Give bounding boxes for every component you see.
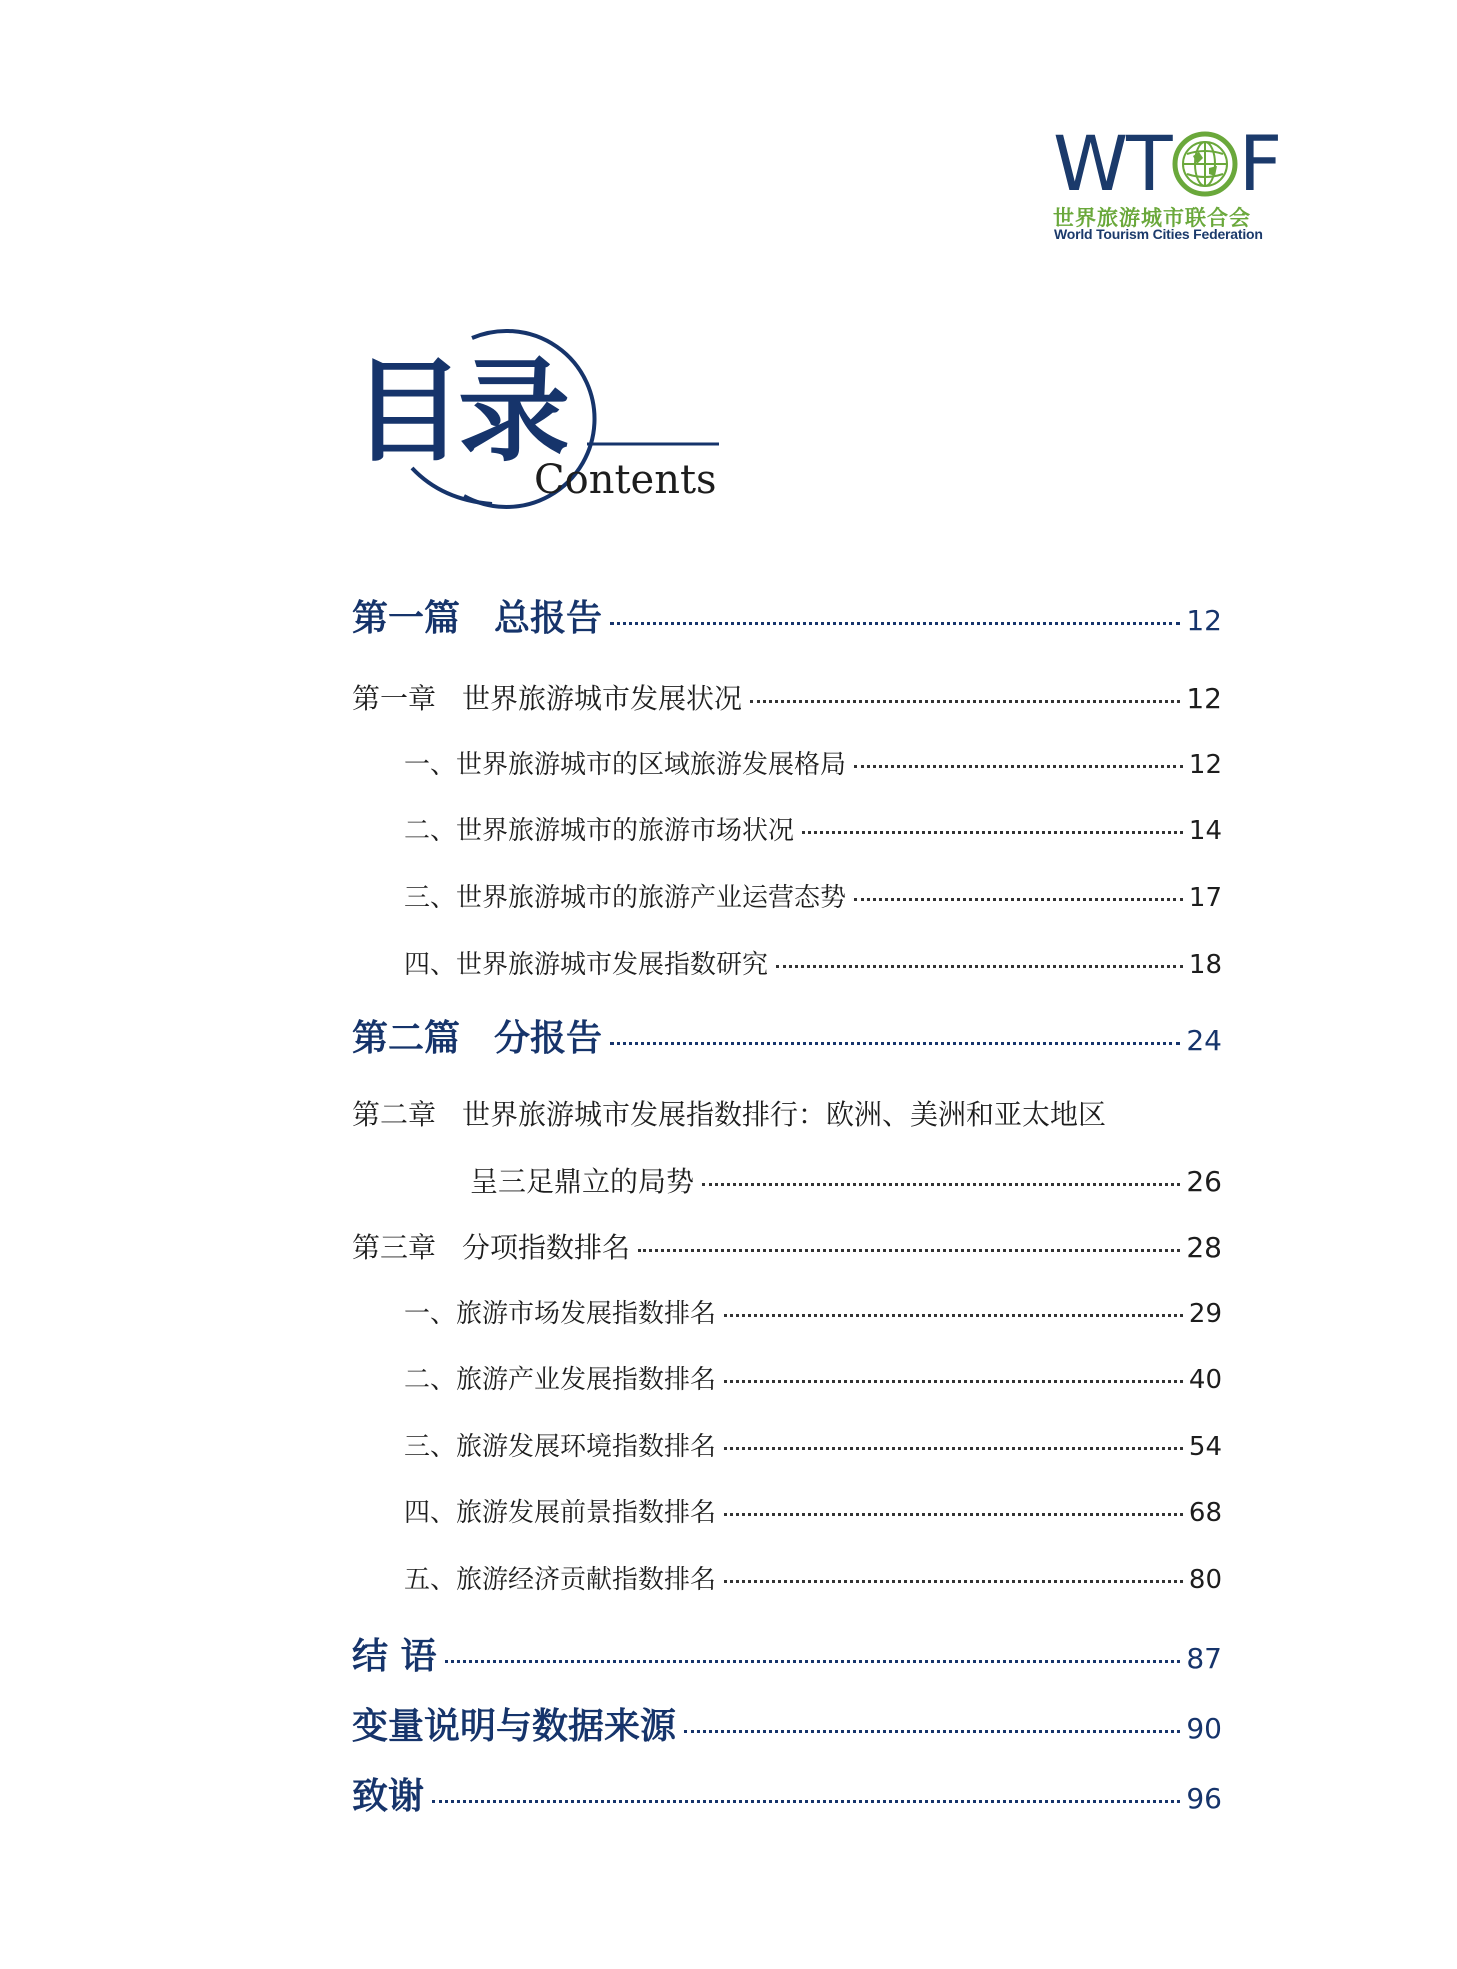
dot-leader [724,1580,1183,1583]
toc-section-title: 三、旅游发展环境指数排名 [404,1432,717,1462]
toc-chapter-title: 分项指数排名 [462,1231,631,1264]
toc-section-1-1[interactable] [404,744,1222,781]
dot-leader [854,765,1183,768]
toc-page-number: 17 [1188,883,1222,913]
toc-section-title: 二、世界旅游城市的旅游市场状况 [404,816,795,846]
toc-page-number: 96 [1186,1782,1222,1815]
toc-page-number: 12 [1186,604,1222,637]
toc-section-3-1[interactable] [404,1293,1222,1330]
toc-part-1[interactable] [352,590,1222,641]
dot-leader [776,965,1183,968]
toc-page-number: 26 [1186,1165,1222,1198]
toc-page-number: 14 [1188,816,1222,846]
toc-section-title: 一、旅游市场发展指数排名 [404,1299,717,1329]
dot-leader [724,1314,1183,1317]
toc-page-number: 80 [1188,1565,1222,1595]
toc-chapter-title-continued: 呈三足鼎立的局势 [470,1165,695,1198]
dot-leader [684,1730,1180,1733]
toc-section-1-2[interactable] [404,810,1222,847]
toc-page-number: 87 [1186,1642,1222,1675]
toc-part-title: 变量说明与数据来源 [352,1706,677,1747]
toc-section-3-3[interactable] [404,1426,1222,1463]
dot-leader [724,1447,1183,1450]
logo-cn-name: 世界旅游城市联合会 [1053,206,1251,230]
dot-leader [445,1660,1181,1663]
toc-thanks[interactable] [352,1768,1222,1819]
toc-chapter-label: 第三章 [352,1231,437,1264]
toc-section-3-2[interactable] [404,1359,1222,1396]
dot-leader [802,831,1183,834]
toc-section-3-5[interactable] [404,1559,1222,1596]
toc-section-title: 四、旅游发展前景指数排名 [404,1498,717,1528]
toc-chapter-title: 世界旅游城市发展指数排行：欧洲、美洲和亚太地区 [462,1098,1107,1131]
page-title: 目录 [352,347,564,477]
logo-letters-right: F [1238,119,1281,208]
globe-icon [1171,130,1239,198]
contents-heading [352,318,732,518]
toc-page-number: 29 [1188,1299,1222,1329]
toc-part-title: 致谢 [352,1776,425,1817]
toc-part-title: 总报告 [494,598,603,639]
toc-page-number: 40 [1188,1365,1222,1395]
toc-section-title: 三、世界旅游城市的旅游产业运营态势 [404,883,847,913]
page-subtitle: Contents [534,457,717,503]
toc-section-title: 二、旅游产业发展指数排名 [404,1365,717,1395]
toc-part-2[interactable] [352,1010,1222,1061]
toc-part-label: 第二篇 [352,1018,461,1059]
toc-part-title: 结 语 [352,1636,437,1677]
toc-chapter-2[interactable] [352,1093,1106,1133]
dot-leader [724,1380,1183,1383]
toc-part-label: 第一篇 [352,598,461,639]
toc-chapter-2-continued[interactable] [470,1160,1222,1200]
toc-section-1-4[interactable] [404,944,1222,981]
dot-leader [610,1042,1180,1045]
toc-part-title: 分报告 [494,1018,603,1059]
toc-section-title: 四、世界旅游城市发展指数研究 [404,950,769,980]
toc-page-number: 12 [1188,750,1222,780]
toc-chapter-label: 第一章 [352,682,437,715]
toc-chapter-label: 第二章 [352,1098,437,1131]
toc-section-title: 一、世界旅游城市的区域旅游发展格局 [404,750,847,780]
dot-leader [750,700,1180,703]
toc-page-number: 90 [1186,1712,1222,1745]
toc-page-number: 12 [1186,682,1222,715]
dot-leader [432,1800,1180,1803]
toc-section-1-3[interactable] [404,877,1222,914]
toc-page-number: 28 [1186,1231,1222,1264]
toc-page-number: 18 [1188,950,1222,980]
toc-page-number: 24 [1186,1024,1222,1057]
toc-page-number: 68 [1188,1498,1222,1528]
dot-leader [638,1249,1180,1252]
logo-en-name: World Tourism Cities Federation [1054,226,1263,242]
wtcf-logo [1053,119,1303,242]
toc-conclusion[interactable] [352,1628,1222,1679]
dot-leader [724,1513,1183,1516]
toc-section-title: 五、旅游经济贡献指数排名 [404,1565,717,1595]
dot-leader [702,1183,1180,1186]
toc-section-3-4[interactable] [404,1492,1222,1529]
toc-chapter-1[interactable] [352,677,1222,717]
logo-letters-left: WT [1053,119,1171,208]
toc-chapter-title: 世界旅游城市发展状况 [462,682,743,715]
toc-variables[interactable] [352,1698,1222,1749]
dot-leader [610,622,1180,625]
dot-leader [854,898,1183,901]
toc-chapter-3[interactable] [352,1226,1222,1266]
logo-letters [1053,119,1303,208]
toc-page-number: 54 [1188,1432,1222,1462]
